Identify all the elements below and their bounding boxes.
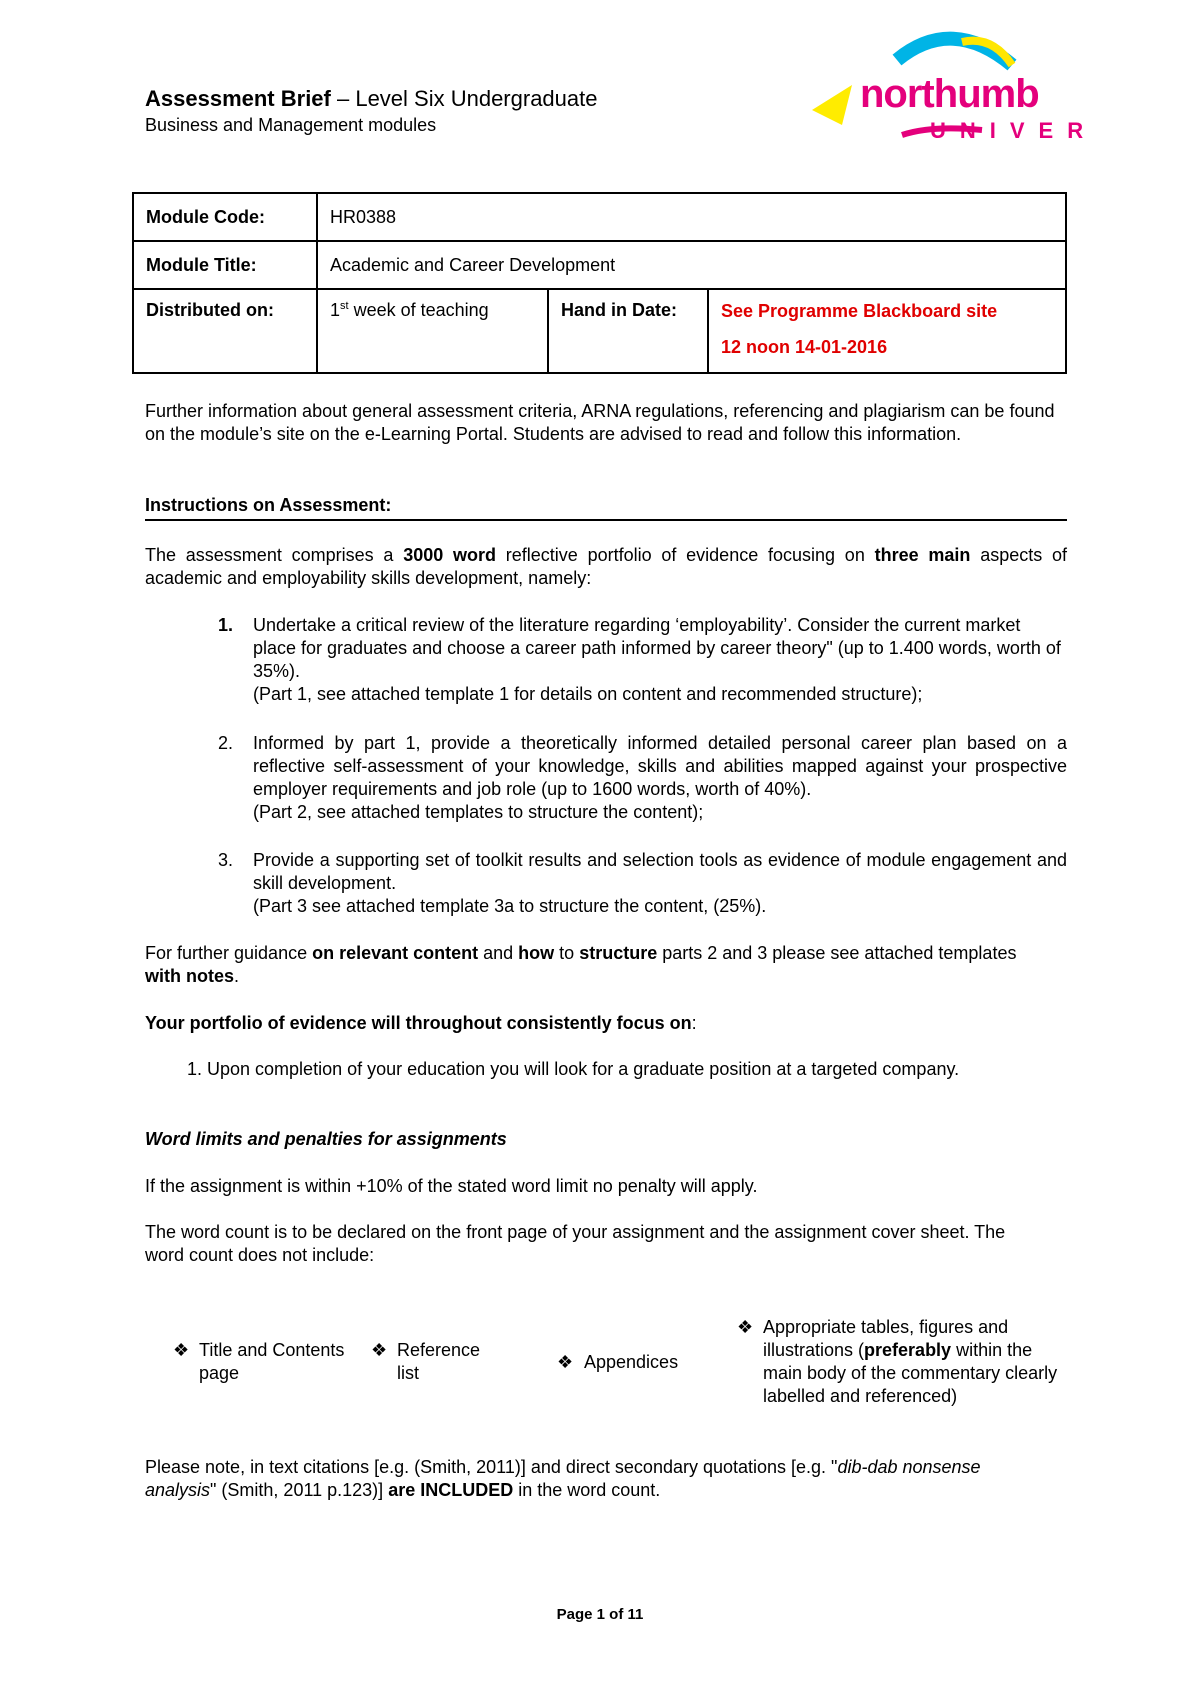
list-item bbox=[253, 732, 1067, 824]
assessment-text-d: three main bbox=[874, 545, 971, 565]
module-title-value: Academic and Career Development bbox=[317, 241, 1066, 289]
note-text-b: dib-dab nonsense analysis bbox=[145, 1457, 981, 1500]
list-item-text: Undertake a critical review of the literature regarding ‘employability’. Consider the current market place for graduates and choose a career path informed by career theory" (up to 1.400 words, worth of 35%). bbox=[253, 615, 1061, 681]
assessment-paragraph bbox=[145, 544, 1067, 590]
exclusion-item: Title and Contents page bbox=[199, 1340, 345, 1383]
distributed-label: Distributed on: bbox=[133, 289, 317, 373]
hand-in-label: Hand in Date: bbox=[548, 289, 708, 373]
distributed-num: 1 bbox=[330, 300, 341, 320]
module-code-value: HR0388 bbox=[317, 193, 1066, 241]
note-text-e: in the word count. bbox=[513, 1480, 661, 1500]
list-item bbox=[253, 614, 1067, 706]
assessment-text-e: aspects of academic and employability skills development, namely: bbox=[145, 545, 1068, 588]
logo-subtext: UNIVER bbox=[930, 118, 1098, 143]
word-count-text: The word count is to be declared on the front page of your assignment and the assignment cover sheet. The word count does not include: bbox=[145, 1222, 1006, 1265]
document-title bbox=[145, 86, 598, 112]
guidance-text-c: and bbox=[478, 943, 519, 963]
guidance-paragraph bbox=[145, 942, 1045, 988]
note-text-a: Please note, in text citations [e.g. (Smith, 2011)] and direct secondary quotations [e.g. " bbox=[145, 1457, 838, 1477]
list-item-note: (Part 3 see attached template 3a to structure the content, (25%). bbox=[253, 896, 767, 916]
list-number: 2. bbox=[218, 733, 234, 753]
list-number: 1. bbox=[218, 615, 234, 635]
list-item-text: Provide a supporting set of toolkit results and selection tools as evidence of module engagement and skill development. bbox=[253, 850, 1067, 893]
guidance-text-e: to bbox=[554, 943, 580, 963]
exclusion-text-c: within the main body of the commentary clearly labelled and referenced) bbox=[763, 1340, 1058, 1406]
assessment-text-b: 3000 word bbox=[403, 545, 496, 565]
focus-colon: : bbox=[691, 1013, 697, 1033]
module-info-table bbox=[132, 192, 1067, 374]
exclusion-item: Reference list bbox=[397, 1340, 481, 1383]
list-number: 3. bbox=[218, 850, 234, 870]
logo-text: northumb bbox=[860, 72, 1039, 116]
guidance-text-h: with notes bbox=[145, 966, 234, 986]
page-number: Page 1 of 11 bbox=[556, 1606, 644, 1623]
university-logo bbox=[812, 30, 1098, 145]
diamond-bullet-icon: ❖ bbox=[371, 1340, 388, 1360]
guidance-text-f: structure bbox=[579, 943, 658, 963]
title-bold: Assessment Brief bbox=[145, 86, 331, 111]
title-rest: – Level Six Undergraduate bbox=[330, 86, 598, 111]
exclusion-text-b: preferably bbox=[864, 1340, 952, 1360]
hand-in-line1: See Programme Blackboard site bbox=[721, 301, 998, 321]
instructions-heading: Instructions on Assessment: bbox=[145, 494, 1067, 521]
list-item bbox=[253, 849, 1067, 918]
guidance-text-d: how bbox=[518, 943, 555, 963]
list-item-note: (Part 2, see attached templates to structure the content); bbox=[253, 802, 704, 822]
exclusion-item: Appendices bbox=[584, 1352, 679, 1372]
note-paragraph bbox=[145, 1456, 1045, 1502]
assessment-text-a: The assessment comprises a bbox=[145, 545, 404, 565]
distributed-sup: st bbox=[340, 300, 349, 312]
distributed-value bbox=[317, 289, 548, 373]
diamond-bullet-icon: ❖ bbox=[173, 1340, 190, 1360]
focus-heading-text: Your portfolio of evidence will throughout consistently focus on bbox=[145, 1013, 692, 1033]
note-text-c: " (Smith, 2011 p.123)] bbox=[210, 1480, 389, 1500]
guidance-text-i: . bbox=[234, 966, 240, 986]
intro-paragraph: Further information about general assessment criteria, ARNA regulations, referencing and plagiarism can be found on the module’s site on the e-Learning Portal. Students are advised to read and follow this information. bbox=[145, 401, 1055, 444]
list-item-text: Informed by part 1, provide a theoretically informed detailed personal career plan based on a reflective self-assessment of your knowledge, skills and abilities mapped against your prospective employer requirements and job role (up to 1600 words, worth of 40%). bbox=[253, 733, 1067, 799]
word-limits-heading: Word limits and penalties for assignments bbox=[145, 1129, 507, 1149]
guidance-text-g: parts 2 and 3 please see attached templates bbox=[657, 943, 1017, 963]
hand-in-line2: 12 noon 14-01-2016 bbox=[721, 337, 888, 357]
note-text-d: are INCLUDED bbox=[388, 1480, 514, 1500]
assessment-text-c: reflective portfolio of evidence focusing on bbox=[496, 545, 875, 565]
diamond-bullet-icon: ❖ bbox=[737, 1317, 754, 1337]
exclusion-text-a: Appropriate tables, figures and illustrations ( bbox=[763, 1317, 1009, 1360]
guidance-text-b: on relevant content bbox=[312, 943, 479, 963]
list-item-note: (Part 1, see attached template 1 for details on content and recommended structure); bbox=[253, 684, 923, 704]
guidance-text-a: For further guidance bbox=[145, 943, 313, 963]
focus-heading bbox=[145, 1012, 1067, 1035]
module-code-label: Module Code: bbox=[133, 193, 317, 241]
diamond-bullet-icon: ❖ bbox=[557, 1352, 574, 1372]
distributed-rest: week of teaching bbox=[348, 300, 489, 320]
module-title-label: Module Title: bbox=[133, 241, 317, 289]
hand-in-value bbox=[708, 289, 1066, 373]
focus-item: 1. Upon completion of your education you will look for a graduate position at a targeted company. bbox=[187, 1059, 960, 1079]
document-subtitle: Business and Management modules bbox=[145, 115, 437, 135]
exclusion-item bbox=[763, 1316, 1073, 1408]
penalty-text: If the assignment is within +10% of the stated word limit no penalty will apply. bbox=[145, 1176, 758, 1196]
